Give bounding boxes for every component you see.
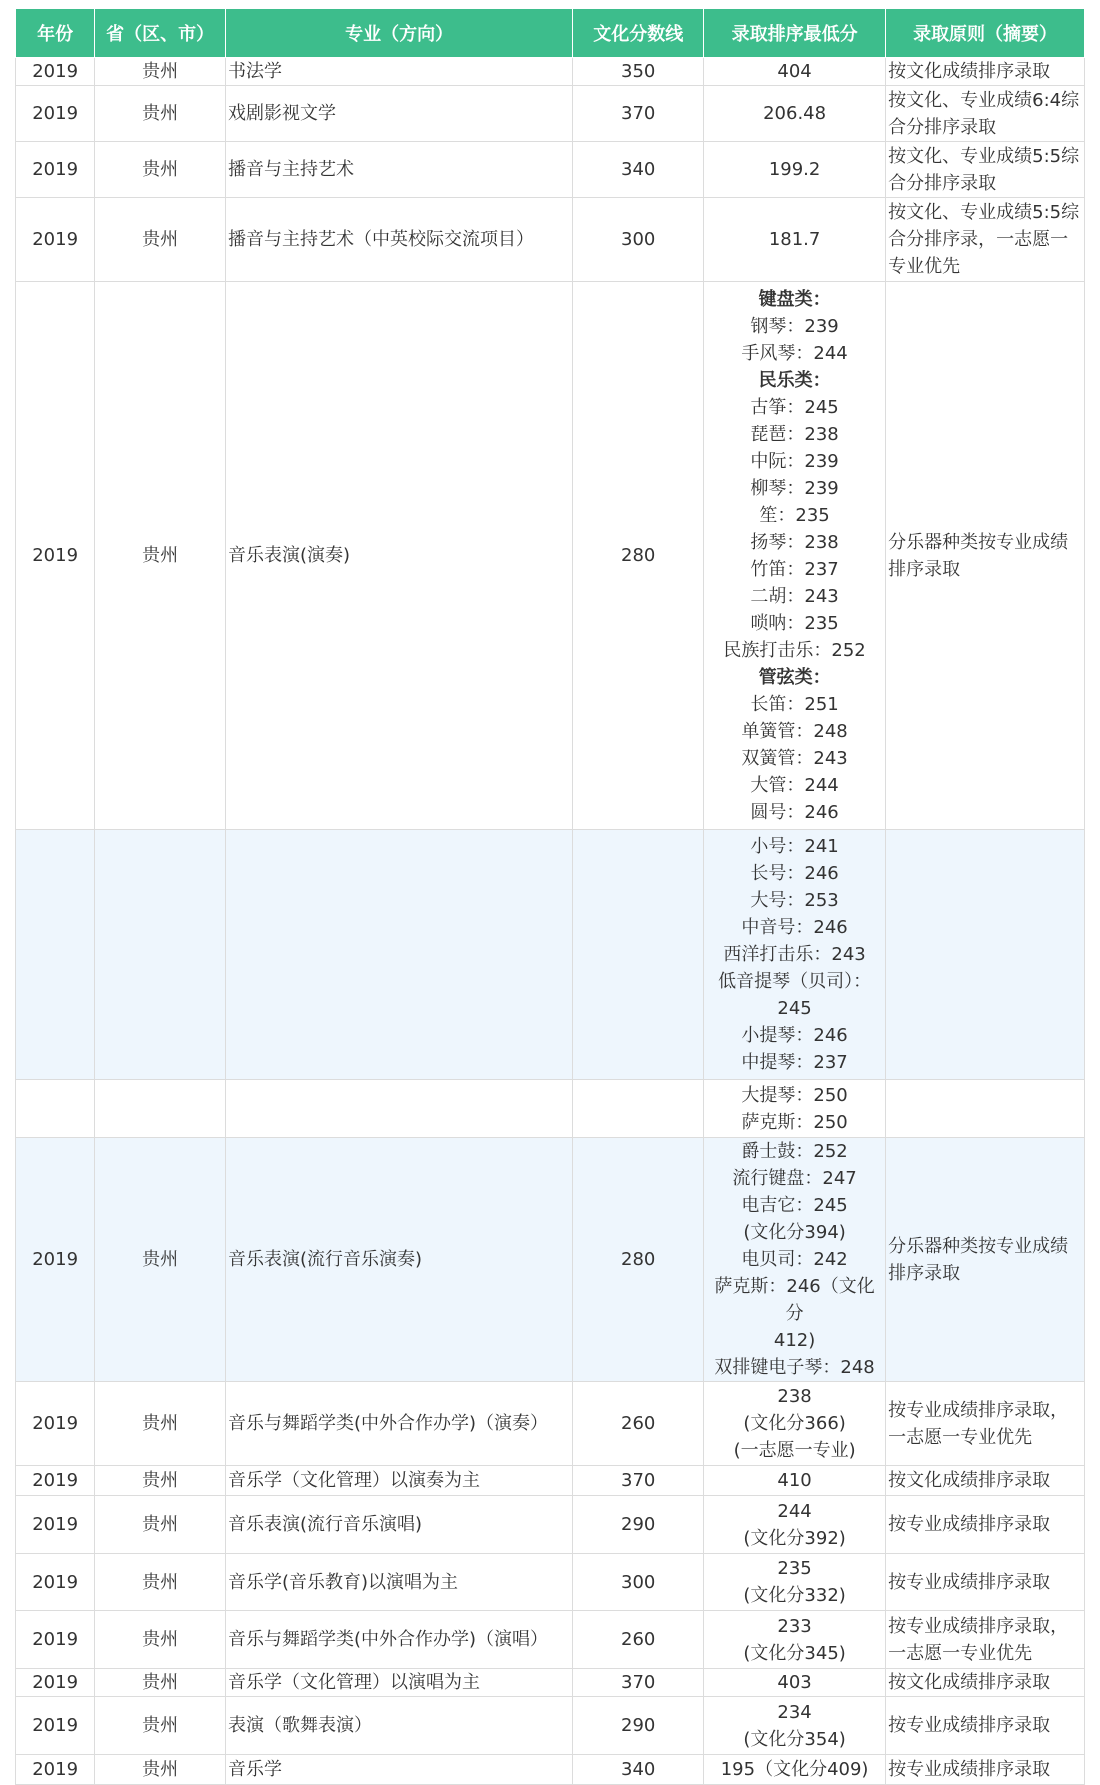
instrument-category: 民乐类： bbox=[758, 369, 831, 391]
cell-min-score-list bbox=[704, 282, 886, 830]
cell-cutoff: 350 bbox=[573, 58, 704, 86]
cell-year: 2019 bbox=[16, 58, 95, 86]
empty-cell bbox=[225, 1080, 572, 1138]
empty-cell bbox=[95, 1080, 226, 1138]
cell-min-score-list bbox=[704, 1755, 886, 1785]
score-line: 234 bbox=[777, 1701, 812, 1723]
cell-year: 2019 bbox=[16, 198, 95, 282]
score-line: 244 bbox=[777, 1500, 812, 1522]
cell-principle: 按专业成绩排序录取 bbox=[886, 1496, 1085, 1554]
table-row bbox=[16, 58, 1085, 86]
score-line: 电贝司：242 bbox=[741, 1249, 848, 1270]
header-principle: 录取原则（摘要） bbox=[886, 9, 1085, 58]
empty-cell bbox=[16, 1080, 95, 1138]
score-line: 中音号：246 bbox=[741, 917, 848, 938]
cell-cutoff: 370 bbox=[573, 1669, 704, 1697]
score-line: 小提琴：246 bbox=[741, 1025, 848, 1046]
score-line: 长号：246 bbox=[750, 863, 839, 884]
table-row-music-performance-cont bbox=[16, 1080, 1085, 1138]
cell-major: 表演（歌舞表演） bbox=[225, 1697, 572, 1755]
empty-cell bbox=[95, 830, 226, 1080]
empty-cell bbox=[573, 1080, 704, 1138]
cell-min-score-list bbox=[704, 830, 886, 1080]
score-line: 手风琴：244 bbox=[741, 342, 848, 364]
score-line: 电吉它：245 bbox=[741, 1195, 848, 1216]
cell-province: 贵州 bbox=[95, 282, 226, 830]
table-row bbox=[16, 1496, 1085, 1554]
cell-min-score: 404 bbox=[704, 58, 886, 86]
cell-min-score: 199.2 bbox=[704, 142, 886, 198]
cell-cutoff: 260 bbox=[573, 1611, 704, 1669]
cell-principle: 分乐器种类按专业成绩排序录取 bbox=[886, 282, 1085, 830]
cell-principle: 按文化、专业成绩6:4综合分排序录取 bbox=[886, 86, 1085, 142]
cell-min-score-list bbox=[704, 1611, 886, 1669]
cell-cutoff: 280 bbox=[573, 282, 704, 830]
score-line: 竹笛：237 bbox=[750, 558, 839, 580]
score-line: 小号：241 bbox=[750, 836, 839, 857]
cell-major: 音乐表演(流行音乐演唱) bbox=[225, 1496, 572, 1554]
cell-principle: 按文化、专业成绩5:5综合分排序录，一志愿一专业优先 bbox=[886, 198, 1085, 282]
table-row bbox=[16, 86, 1085, 142]
score-line: (文化分392) bbox=[743, 1527, 846, 1549]
cell-province: 贵州 bbox=[95, 1382, 226, 1466]
score-line: 长笛：251 bbox=[750, 693, 839, 715]
score-line: (文化分394) bbox=[743, 1222, 846, 1243]
cell-major: 音乐学（文化管理）以演唱为主 bbox=[225, 1669, 572, 1697]
cell-principle: 分乐器种类按专业成绩排序录取 bbox=[886, 1138, 1085, 1382]
score-line: 大提琴：250 bbox=[741, 1084, 848, 1106]
table-row bbox=[16, 142, 1085, 198]
score-line: 235 bbox=[777, 1558, 812, 1579]
header-row bbox=[16, 9, 1085, 58]
cell-province: 贵州 bbox=[95, 1496, 226, 1554]
cell-major: 音乐与舞蹈学类(中外合作办学)（演唱） bbox=[225, 1611, 572, 1669]
cell-province: 贵州 bbox=[95, 1755, 226, 1785]
cell-cutoff: 290 bbox=[573, 1697, 704, 1755]
score-line: (文化分354) bbox=[743, 1728, 846, 1750]
cell-cutoff: 280 bbox=[573, 1138, 704, 1382]
cell-province: 贵州 bbox=[95, 58, 226, 86]
cell-cutoff: 340 bbox=[573, 1755, 704, 1785]
cell-year: 2019 bbox=[16, 1496, 95, 1554]
empty-cell bbox=[886, 830, 1085, 1080]
score-line: 唢呐：235 bbox=[750, 612, 839, 634]
cell-cutoff: 300 bbox=[573, 1554, 704, 1611]
cell-major: 音乐表演(流行音乐演奏) bbox=[225, 1138, 572, 1382]
cell-year: 2019 bbox=[16, 1382, 95, 1466]
score-line: 萨克斯：246（文化分 bbox=[714, 1276, 875, 1324]
cell-province: 贵州 bbox=[95, 1554, 226, 1611]
cell-major: 戏剧影视文学 bbox=[225, 86, 572, 142]
empty-cell bbox=[573, 830, 704, 1080]
score-line: 中阮：239 bbox=[750, 450, 839, 472]
instrument-category: 键盘类： bbox=[758, 288, 831, 310]
cell-min-score: 181.7 bbox=[704, 198, 886, 282]
score-line: (文化分366) bbox=[743, 1413, 846, 1434]
header-province: 省（区、市） bbox=[95, 9, 226, 58]
table-row bbox=[16, 1554, 1085, 1611]
table-row bbox=[16, 1611, 1085, 1669]
cell-principle: 按专业成绩排序录取 bbox=[886, 1755, 1085, 1785]
cell-province: 贵州 bbox=[95, 198, 226, 282]
score-line: 410 bbox=[777, 1470, 812, 1491]
score-line: 双排键电子琴：248 bbox=[714, 1357, 875, 1378]
cell-min-score-list bbox=[704, 1496, 886, 1554]
score-line: 爵士鼓：252 bbox=[741, 1141, 848, 1162]
cell-min-score-list bbox=[704, 1697, 886, 1755]
cell-year: 2019 bbox=[16, 1554, 95, 1611]
empty-cell bbox=[225, 830, 572, 1080]
score-line: 流行键盘：247 bbox=[732, 1168, 857, 1189]
cell-year: 2019 bbox=[16, 1697, 95, 1755]
table-row bbox=[16, 1382, 1085, 1466]
score-line: 古筝：245 bbox=[750, 396, 839, 418]
cell-major: 播音与主持艺术 bbox=[225, 142, 572, 198]
cell-major: 书法学 bbox=[225, 58, 572, 86]
header-min-score: 录取排序最低分 bbox=[704, 9, 886, 58]
empty-cell bbox=[886, 1080, 1085, 1138]
score-line: 大管：244 bbox=[750, 774, 839, 796]
cell-major: 音乐与舞蹈学类(中外合作办学)（演奏） bbox=[225, 1382, 572, 1466]
table-row bbox=[16, 1697, 1085, 1755]
cell-min-score-list bbox=[704, 1080, 886, 1138]
score-line: 412) bbox=[773, 1330, 816, 1351]
cell-major: 音乐学 bbox=[225, 1755, 572, 1785]
cell-year: 2019 bbox=[16, 1466, 95, 1496]
score-line: 238 bbox=[777, 1386, 812, 1407]
table-row bbox=[16, 1755, 1085, 1785]
score-line: 民族打击乐：252 bbox=[723, 639, 866, 661]
cell-min-score-list bbox=[704, 1669, 886, 1697]
score-line: 萨克斯：250 bbox=[741, 1111, 848, 1133]
cell-cutoff: 370 bbox=[573, 86, 704, 142]
score-line: 扬琴：238 bbox=[750, 531, 839, 553]
score-line: 403 bbox=[777, 1672, 812, 1693]
cell-cutoff: 290 bbox=[573, 1496, 704, 1554]
table-row-music-performance-cont bbox=[16, 830, 1085, 1080]
cell-year: 2019 bbox=[16, 86, 95, 142]
cell-year: 2019 bbox=[16, 1755, 95, 1785]
cell-principle: 按专业成绩排序录取，一志愿一专业优先 bbox=[886, 1382, 1085, 1466]
table-row-music-performance bbox=[16, 282, 1085, 830]
score-line: 西洋打击乐：243 bbox=[723, 944, 866, 965]
cell-year: 2019 bbox=[16, 1138, 95, 1382]
cell-year: 2019 bbox=[16, 282, 95, 830]
score-line: 二胡：243 bbox=[750, 585, 839, 607]
score-line: 195（文化分409) bbox=[720, 1759, 869, 1780]
score-line: (文化分332) bbox=[743, 1585, 846, 1606]
cell-min-score-list bbox=[704, 1382, 886, 1466]
cell-principle: 按文化成绩排序录取 bbox=[886, 58, 1085, 86]
header-cutoff: 文化分数线 bbox=[573, 9, 704, 58]
table-row bbox=[16, 1466, 1085, 1496]
cell-province: 贵州 bbox=[95, 142, 226, 198]
score-line: 低音提琴（贝司）： bbox=[718, 971, 872, 992]
score-line: 大号：253 bbox=[750, 890, 839, 911]
instrument-category: 管弦类： bbox=[758, 666, 831, 688]
cell-cutoff: 340 bbox=[573, 142, 704, 198]
cell-province: 贵州 bbox=[95, 1669, 226, 1697]
empty-cell bbox=[16, 830, 95, 1080]
table-row-pop-performance bbox=[16, 1138, 1085, 1382]
cell-major: 音乐表演(演奏) bbox=[225, 282, 572, 830]
cell-province: 贵州 bbox=[95, 86, 226, 142]
score-line: 钢琴：239 bbox=[750, 315, 839, 337]
score-line: 单簧管：248 bbox=[741, 720, 848, 742]
cell-min-score: 206.48 bbox=[704, 86, 886, 142]
cell-min-score-list bbox=[704, 1138, 886, 1382]
cell-major: 播音与主持艺术（中英校际交流项目） bbox=[225, 198, 572, 282]
cell-cutoff: 300 bbox=[573, 198, 704, 282]
cell-principle: 按专业成绩排序录取 bbox=[886, 1554, 1085, 1611]
score-line: 双簧管：243 bbox=[741, 747, 848, 769]
score-line: 琵琶：238 bbox=[750, 423, 839, 445]
score-line: 笙：235 bbox=[759, 504, 830, 526]
cell-principle: 按文化、专业成绩5:5综合分排序录取 bbox=[886, 142, 1085, 198]
score-line: (文化分345) bbox=[743, 1642, 846, 1664]
cell-province: 贵州 bbox=[95, 1611, 226, 1669]
cell-province: 贵州 bbox=[95, 1466, 226, 1496]
cell-year: 2019 bbox=[16, 142, 95, 198]
cell-cutoff: 370 bbox=[573, 1466, 704, 1496]
cell-min-score-list bbox=[704, 1466, 886, 1496]
cell-cutoff: 260 bbox=[573, 1382, 704, 1466]
cell-major: 音乐学（文化管理）以演奏为主 bbox=[225, 1466, 572, 1496]
cell-province: 贵州 bbox=[95, 1138, 226, 1382]
header-year: 年份 bbox=[16, 9, 95, 58]
score-line: 圆号：246 bbox=[750, 801, 839, 823]
cell-major: 音乐学(音乐教育)以演唱为主 bbox=[225, 1554, 572, 1611]
cell-principle: 按专业成绩排序录取，一志愿一专业优先 bbox=[886, 1611, 1085, 1669]
admission-table bbox=[15, 8, 1085, 1785]
table-row bbox=[16, 1669, 1085, 1697]
cell-year: 2019 bbox=[16, 1611, 95, 1669]
cell-principle: 按文化成绩排序录取 bbox=[886, 1669, 1085, 1697]
cell-province: 贵州 bbox=[95, 1697, 226, 1755]
cell-year: 2019 bbox=[16, 1669, 95, 1697]
score-line: (一志愿一专业) bbox=[733, 1440, 856, 1461]
table-row bbox=[16, 198, 1085, 282]
score-line: 233 bbox=[777, 1615, 812, 1637]
cell-principle: 按文化成绩排序录取 bbox=[886, 1466, 1085, 1496]
score-line: 245 bbox=[777, 998, 812, 1019]
header-major: 专业（方向） bbox=[225, 9, 572, 58]
score-line: 中提琴：237 bbox=[741, 1052, 848, 1073]
cell-principle: 按专业成绩排序录取 bbox=[886, 1697, 1085, 1755]
score-line: 柳琴：239 bbox=[750, 477, 839, 499]
cell-min-score-list bbox=[704, 1554, 886, 1611]
